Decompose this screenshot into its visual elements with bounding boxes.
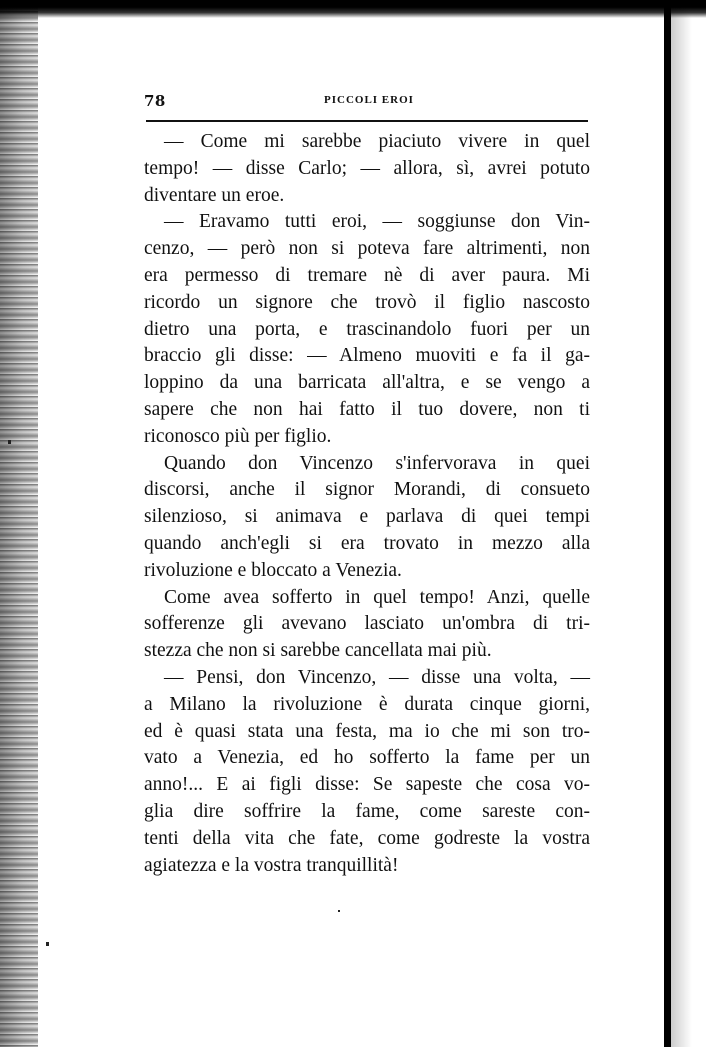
text-line: loppino da una barricata all'altra, e se vengo a [144, 372, 590, 394]
scan-speck [8, 440, 11, 444]
text-line: stezza che non si sarebbe cancellata mai più. [144, 640, 492, 662]
text-line: — Pensi, don Vincenzo, — disse una volta, — [164, 666, 590, 688]
body-text [144, 129, 590, 879]
text-line: era permesso di tremare nè di aver paura. Mi [144, 264, 590, 286]
scan-speck [338, 910, 340, 912]
text-line: anno!... E ai figli disse: Se sapeste che cosa vo- [144, 774, 590, 796]
text-line: sapere che non hai fatto il tuo dovere, non ti [144, 398, 590, 420]
text-line: — Eravamo tutti eroi, — soggiunse don Vin- [164, 211, 590, 233]
scan-right-gutter [664, 0, 671, 1047]
scan-right-edge [671, 0, 706, 1047]
text-line: rivoluzione e bloccato a Venezia. [144, 559, 402, 581]
text-line: braccio gli disse: — Almeno muoviti e fa il ga- [144, 345, 590, 367]
running-head: PICCOLI EROI [324, 94, 414, 106]
text-line: tempo! — disse Carlo; — allora, sì, avrei potuto [144, 157, 590, 179]
text-line: silenzioso, si animava e parlava di quei tempi [144, 506, 590, 528]
scan-left-edge [0, 0, 38, 1047]
text-line: ed è quasi stata una festa, ma io che mi son tro- [144, 720, 590, 742]
text-line: Quando don Vincenzo s'infervorava in quei [164, 452, 590, 474]
text-line: — Come mi sarebbe piaciuto vivere in quel [164, 131, 590, 152]
text-line: diventare un eroe. [144, 184, 285, 206]
text-line: riconosco più per figlio. [144, 425, 332, 447]
text-line: tenti della vita che fate, come godreste la vostra [144, 827, 590, 849]
page-number: 78 [144, 92, 166, 110]
text-line: cenzo, — però non si poteva fare altrimenti, non [144, 238, 590, 260]
text-line: discorsi, anche il signor Morandi, di consueto [144, 479, 590, 501]
page-header [144, 92, 588, 114]
text-line: Come avea sofferto in quel tempo! Anzi, quelle [164, 586, 590, 608]
text-line: sofferenze gli avevano lasciato un'ombra di tri- [144, 613, 590, 635]
text-line: a Milano la rivoluzione è durata cinque giorni, [144, 693, 590, 715]
text-line: quando anch'egli si era trovato in mezzo alla [144, 532, 590, 554]
text-line: glia dire soffrire la fame, come sareste con- [144, 800, 590, 822]
text-line: vato a Venezia, ed ho sofferto la fame per un [144, 747, 590, 769]
header-rule [146, 120, 588, 122]
scan-speck [46, 942, 49, 946]
text-line: ricordo un signore che trovò il figlio nascosto [144, 291, 590, 313]
text-line: agiatezza e la vostra tranquillità! [144, 854, 399, 876]
text-line: dietro una porta, e trascinandolo fuori per un [144, 318, 590, 340]
scan-top-shadow [0, 0, 706, 18]
